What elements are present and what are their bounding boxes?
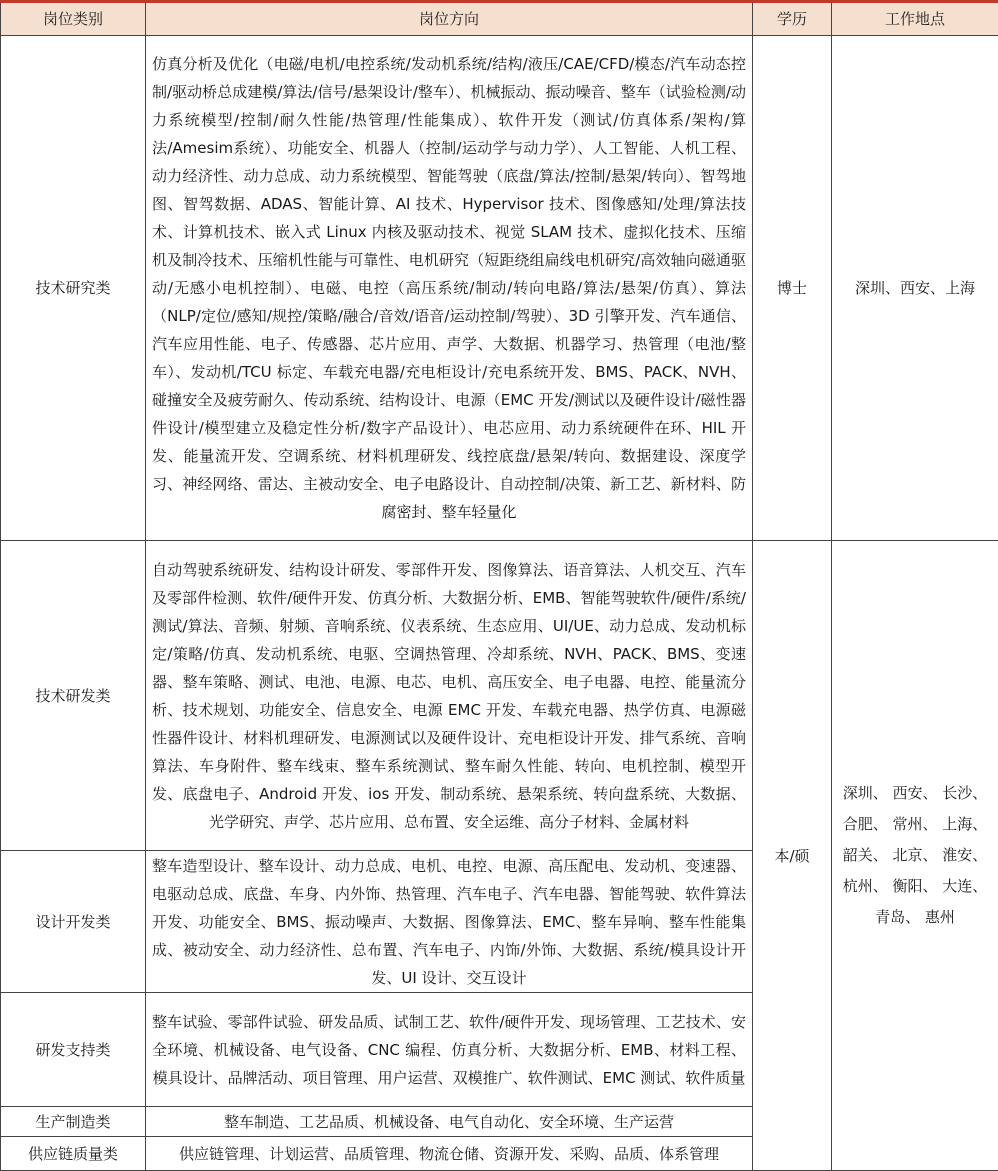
category-cell: 技术研究类: [1, 36, 146, 541]
direction-cell: 供应链管理、计划运营、品质管理、物流仓储、资源开发、采购、品质、体系管理: [146, 1137, 753, 1171]
location-cell: 深圳、 西安、 长沙、合肥、 常州、 上海、韶关、 北京、 淮安、杭州、 衡阳、 大连、青岛、 惠州: [832, 541, 998, 1171]
header-row: [1, 2, 998, 36]
table-row: [1, 541, 998, 851]
direction-cell: 整车制造、工艺品质、机械设备、电气自动化、安全环境、生产运营: [146, 1107, 753, 1137]
category-cell: 研发支持类: [1, 993, 146, 1107]
category-cell: 技术研发类: [1, 541, 146, 851]
direction-cell: 自动驾驶系统研发、结构设计研发、零部件开发、图像算法、语音算法、人机交互、汽车及零部件检测、软件/硬件开发、仿真分析、大数据分析、EMB、智能驾驶软件/硬件/系统/测试/算法、音频、射频、音响系统、仪表系统、生态应用、UI/UE、动力总成、发动机标定/策略/仿真、发动机系统、电驱、空调热管理、冷却系统、NVH、PACK、BMS、变速器、整车策略、测试、电池、电源、电芯、电机、高压安全、电子电器、电控、能量流分析、技术规划、功能安全、信息安全、电源 EMC 开发、车载充电器、热学仿真、电源磁性器件设计、材料机理研发、电源测试以及硬件设计、充电柜设计开发、排气系统、音响算法、车身附件、整车线束、整车系统测试、整车耐久性能、转向、电机控制、模型开发、底盘电子、Android 开发、ios 开发、制动系统、悬架系统、转向盘系统、大数据、光学研究、声学、芯片应用、总布置、安全运维、高分子材料、金属材料: [146, 541, 753, 851]
location-cell: 深圳、西安、上海: [832, 36, 998, 541]
header-education: 学历: [753, 2, 832, 36]
header-direction: 岗位方向: [146, 2, 753, 36]
education-cell: 本/硕: [753, 541, 832, 1171]
category-cell: 生产制造类: [1, 1107, 146, 1137]
education-cell: 博士: [753, 36, 832, 541]
direction-cell: 整车试验、零部件试验、研发品质、试制工艺、软件/硬件开发、现场管理、工艺技术、安全环境、机械设备、电气设备、CNC 编程、仿真分析、大数据分析、EMB、材料工程、模具设计、品牌活动、项目管理、用户运营、双模推广、软件测试、EMC 测试、软件质量: [146, 993, 753, 1107]
direction-cell: 仿真分析及优化（电磁/电机/电控系统/发动机系统/结构/液压/CAE/CFD/模态/汽车动态控制/驱动桥总成建模/算法/信号/悬架设计/整车）、机械振动、振动噪音、整车（试验检测/动力系统模型/控制/耐久性能/热管理/性能集成）、软件开发（测试/仿真体系/架构/算法/Amesim系统）、功能安全、机器人（控制/运动学与动力学）、人工智能、人机工程、动力经济性、动力总成、动力系统模型、智能驾驶（底盘/算法/控制/悬架/转向）、智驾地图、智驾数据、ADAS、智能计算、AI 技术、Hypervisor 技术、图像感知/处理/算法技术、计算机技术、嵌入式 Linux 内核及驱动技术、视觉 SLAM 技术、虚拟化技术、压缩机及制冷技术、压缩机性能与可靠性、电机研究（短距绕组扁线电机研究/高效轴向磁通驱动/无感小电机控制）、电磁、电控（高压系统/制动/转向电路/算法/悬架/仿真）、算法（NLP/定位/感知/规控/策略/融合/音效/语音/运动控制/驾驶）、3D 引擎开发、汽车通信、汽车应用性能、电子、传感器、芯片应用、声学、大数据、机器学习、热管理（电池/整车）、发动机/TCU 标定、车载充电器/充电柜设计/充电系统开发、BMS、PACK、NVH、碰撞安全及疲劳耐久、传动系统、结构设计、电源（EMC 开发/测试以及硬件设计/磁性器件设计/模型建立及稳定性分析/数字产品设计）、电芯应用、动力系统硬件在环、HIL 开发、能量流开发、空调系统、材料机理研发、线控底盘/悬架/转向、数据建设、深度学习、神经网络、雷达、主被动安全、电子电路设计、自动控制/决策、新工艺、新材料、防腐密封、整车轻量化: [146, 36, 753, 541]
category-cell: 设计开发类: [1, 851, 146, 993]
table-row: [1, 36, 998, 541]
direction-cell: 整车造型设计、整车设计、动力总成、电机、电控、电源、高压配电、发动机、变速器、电驱动总成、底盘、车身、内外饰、热管理、汽车电子、汽车电器、智能驾驶、软件算法开发、功能安全、BMS、振动噪声、大数据、图像算法、EMC、整车异响、整车性能集成、被动安全、动力经济性、总布置、汽车电子、内饰/外饰、大数据、系统/模具设计开发、UI 设计、交互设计: [146, 851, 753, 993]
header-category: 岗位类别: [1, 2, 146, 36]
header-location: 工作地点: [832, 2, 998, 36]
category-cell: 供应链质量类: [1, 1137, 146, 1171]
